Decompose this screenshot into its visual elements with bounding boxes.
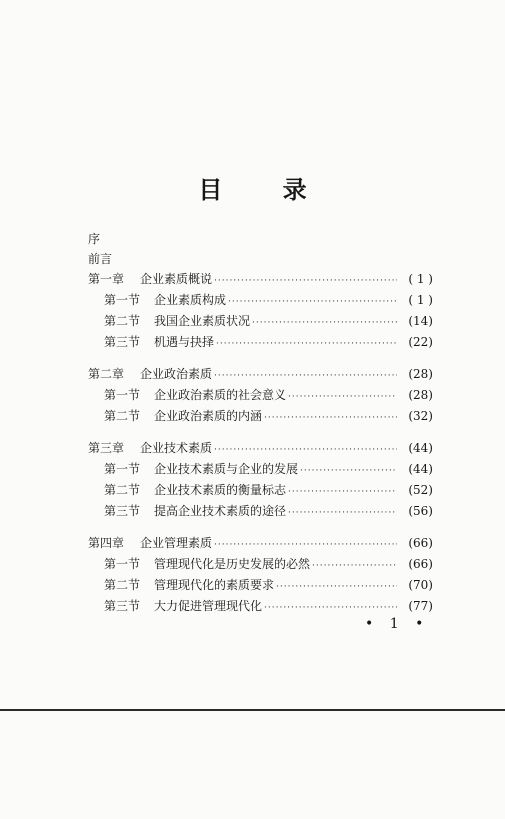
toc-section-entry <box>88 311 433 332</box>
toc-entry-title <box>88 385 286 406</box>
leader-dots <box>214 366 397 387</box>
leader-dots <box>276 577 397 598</box>
toc-entry-title <box>88 406 262 427</box>
toc-chapter-entry <box>88 533 433 554</box>
toc-entry-title <box>88 290 226 311</box>
toc-item-label: 前言 <box>88 252 113 266</box>
section-title: 企业政治素质的社会意义 <box>154 388 287 402</box>
chapter-number: 第四章 <box>88 536 125 550</box>
toc-section-entry <box>88 480 433 501</box>
toc-entry-title <box>88 438 212 459</box>
section-title: 大力促进管理现代化 <box>154 599 263 613</box>
page-reference: (56) <box>408 504 433 518</box>
leader-dots <box>216 334 397 355</box>
leader-dots <box>288 482 397 503</box>
chapter-number: 第一章 <box>88 272 125 286</box>
chapter-title: 企业管理素质 <box>140 536 213 550</box>
section-title: 管理现代化的素质要求 <box>154 578 275 592</box>
toc-section-entry <box>88 385 433 406</box>
toc-entry-title <box>88 269 212 290</box>
toc-section-entry <box>88 501 433 522</box>
page-reference: (77) <box>408 599 433 613</box>
toc-section-entry <box>88 554 433 575</box>
page-reference: ( 1 ) <box>408 272 433 286</box>
leader-dots <box>214 271 397 292</box>
page-reference: (32) <box>408 409 433 423</box>
section-number: 第三节 <box>104 504 141 518</box>
section-title: 我国企业素质状况 <box>154 314 251 328</box>
section-number: 第二节 <box>104 578 141 592</box>
toc-entry-title <box>88 364 212 385</box>
toc-entry-title <box>88 596 262 617</box>
chapter-title: 企业素质概说 <box>140 272 213 286</box>
toc-chapter-entry <box>88 438 433 459</box>
section-title: 企业素质构成 <box>154 293 227 307</box>
section-number: 第三节 <box>104 599 141 613</box>
section-title: 企业政治素质的内涵 <box>154 409 263 423</box>
toc-item-label: 序 <box>88 232 101 246</box>
section-number: 第一节 <box>104 557 141 571</box>
page-reference: (22) <box>408 335 433 349</box>
toc-section-entry <box>88 596 433 617</box>
page-reference: (28) <box>408 367 433 381</box>
chapter-number: 第三章 <box>88 441 125 455</box>
toc-chapter-entry <box>88 364 433 385</box>
section-number: 第一节 <box>104 293 141 307</box>
leader-dots <box>264 408 397 429</box>
toc-entry-title <box>88 575 274 596</box>
page-edge-divider <box>0 709 505 711</box>
page-reference: (44) <box>408 441 433 455</box>
chapter-title: 企业技术素质 <box>140 441 213 455</box>
section-number: 第二节 <box>104 314 141 328</box>
page-reference: (52) <box>408 483 433 497</box>
leader-dots <box>288 503 397 524</box>
page-title: 目 录 <box>198 175 333 204</box>
toc-entry-title <box>88 311 250 332</box>
leader-dots <box>288 387 397 408</box>
toc-preface-item <box>88 249 433 269</box>
section-number: 第一节 <box>104 462 141 476</box>
section-number: 第三节 <box>104 335 141 349</box>
toc-section-entry <box>88 459 433 480</box>
section-number: 第二节 <box>104 409 141 423</box>
toc-entry-title <box>88 480 286 501</box>
leader-dots <box>252 313 397 334</box>
section-number: 第一节 <box>104 388 141 402</box>
toc-entry-title <box>88 332 214 353</box>
section-title: 企业技术素质的衡量标志 <box>154 483 287 497</box>
toc-section-entry <box>88 332 433 353</box>
page-reference: (14) <box>408 314 433 328</box>
leader-dots <box>214 440 397 461</box>
toc-section-entry <box>88 406 433 427</box>
page-number: • 1 • <box>365 616 430 632</box>
toc-preface-item <box>88 229 433 249</box>
chapter-number: 第二章 <box>88 367 125 381</box>
leader-dots <box>312 556 397 577</box>
page-reference: (44) <box>408 462 433 476</box>
toc-entry-title <box>88 554 310 575</box>
page-reference: (28) <box>408 388 433 402</box>
section-number: 第二节 <box>104 483 141 497</box>
page-reference: (66) <box>408 557 433 571</box>
leader-dots <box>300 461 397 482</box>
page-reference: (70) <box>408 578 433 592</box>
section-title: 企业技术素质与企业的发展 <box>154 462 299 476</box>
toc-chapter-entry <box>88 269 433 290</box>
chapter-title: 企业政治素质 <box>140 367 213 381</box>
toc-entry-title <box>88 459 298 480</box>
section-title: 提高企业技术素质的途径 <box>154 504 287 518</box>
table-of-contents <box>88 229 433 617</box>
page-reference: (66) <box>408 536 433 550</box>
page-reference: ( 1 ) <box>408 293 433 307</box>
leader-dots <box>228 292 397 313</box>
toc-section-entry <box>88 575 433 596</box>
toc-section-entry <box>88 290 433 311</box>
section-title: 机遇与抉择 <box>154 335 215 349</box>
toc-entry-title <box>88 501 286 522</box>
section-title: 管理现代化是历史发展的必然 <box>154 557 311 571</box>
toc-entry-title <box>88 533 212 554</box>
leader-dots <box>214 535 397 556</box>
